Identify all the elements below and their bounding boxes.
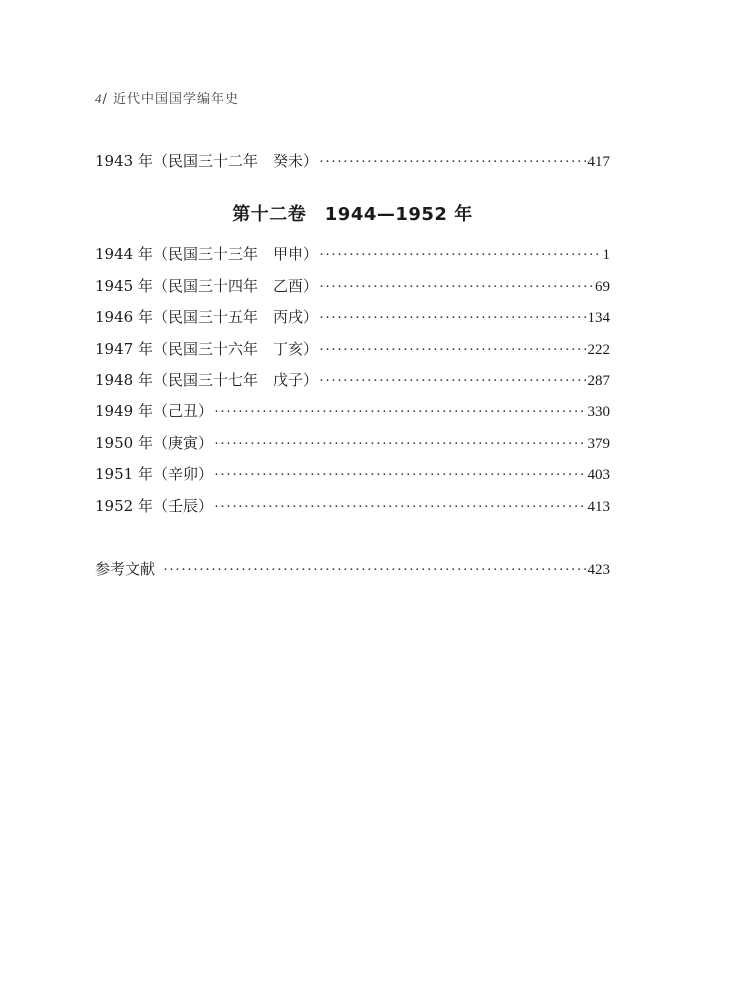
toc-row-1946[interactable] [95,306,610,328]
toc-page-number: 222 [587,342,610,358]
dot-leader [319,244,602,266]
toc-page-number: 417 [587,154,610,170]
toc-entry-label: 1944 年（民国三十三年 甲申） [95,245,318,263]
toc-row-1950[interactable] [95,432,610,454]
toc-entry-label: 1943 年（民国三十二年 癸未） [95,152,318,170]
toc-row-1943[interactable] [95,150,610,172]
dot-leader [214,433,587,455]
toc-entry-label: 1949 年（己丑） [95,402,213,420]
dot-leader [163,559,586,581]
toc-entry-label: 1945 年（民国三十四年 乙酉） [95,277,318,295]
toc-row-1952[interactable] [95,495,610,517]
toc-row-1951[interactable] [95,463,610,485]
toc-entry-label: 1951 年（辛卯） [95,465,213,483]
header-separator: / [102,92,108,107]
volume-heading: 第十二卷 1944—1952 年 [232,204,473,225]
toc-page-number: 134 [587,310,610,326]
toc-row-1948[interactable] [95,369,610,391]
dot-leader [319,276,594,298]
toc-page-number: 403 [587,467,610,483]
book-title: 近代中国国学编年史 [113,92,240,107]
toc-row-1944[interactable] [95,243,610,265]
toc-entry-label: 参考文献 [95,560,156,578]
toc-entry-label: 1948 年（民国三十七年 戊子） [95,371,318,389]
toc-row-1947[interactable] [95,338,610,360]
toc-row-1949[interactable] [95,400,610,422]
toc-page-number: 287 [587,373,610,389]
dot-leader [319,307,587,329]
dot-leader [214,464,587,486]
toc-page-number: 413 [587,499,610,515]
dot-leader [214,496,587,518]
toc-page-number: 69 [595,279,610,295]
toc-page-number: 330 [587,404,610,420]
page-number: 4 [95,91,103,106]
toc-entry-label: 1952 年（壬辰） [95,497,213,515]
toc-page-number: 423 [587,562,610,578]
dot-leader [319,151,587,173]
running-header [95,88,239,107]
toc-entry-label: 1946 年（民国三十五年 丙戌） [95,308,318,326]
toc-page-number: 1 [602,247,610,263]
toc-row-1945[interactable] [95,275,610,297]
toc-entry-label: 1947 年（民国三十六年 丁亥） [95,340,318,358]
dot-leader [319,339,587,361]
dot-leader [319,370,587,392]
toc-entry-label: 1950 年（庚寅） [95,434,213,452]
dot-leader [214,401,587,423]
toc-row-references[interactable] [95,558,610,580]
toc-page-number: 379 [587,436,610,452]
